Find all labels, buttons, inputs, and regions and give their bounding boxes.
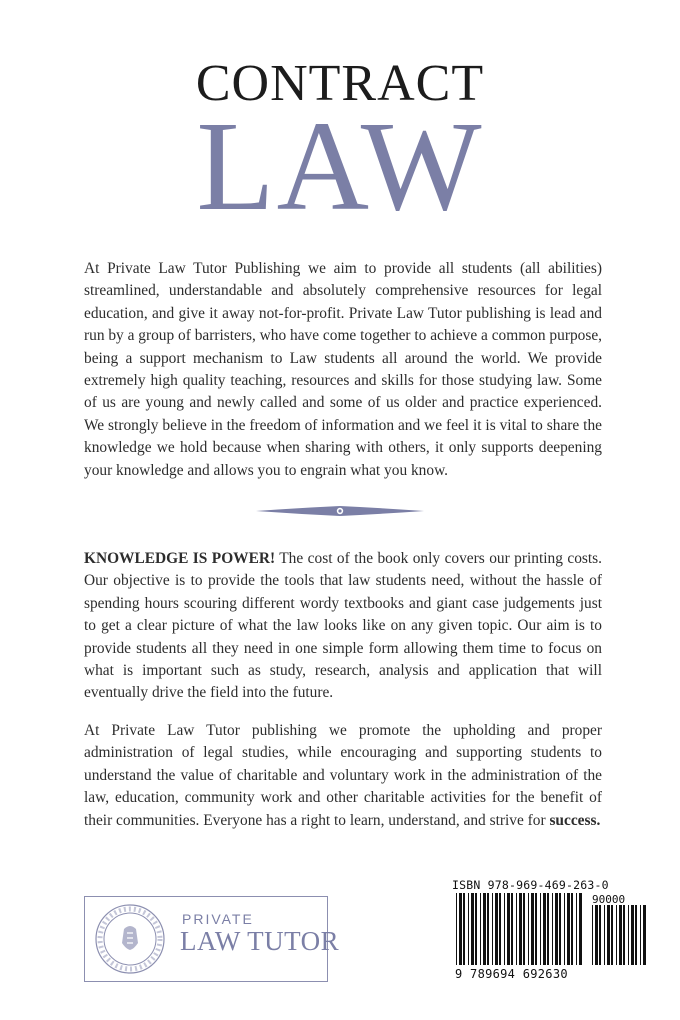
success-emphasis: success. (549, 811, 601, 829)
knowledge-paragraph (84, 548, 602, 705)
isbn-barcode (452, 893, 586, 967)
ornamental-divider (256, 505, 424, 517)
isbn-digits: 9 789694 692630 (455, 967, 568, 981)
logo-private-label: PRIVATE (182, 911, 254, 927)
title-contract: CONTRACT (195, 55, 485, 112)
intro-paragraph: At Private Law Tutor Publishing we aim to provide all students (all abilities) streamlined, understandable and absolutely comprehensive resources for legal education, and give it away not-for-profit. Private Law Tutor publishing is lead and run by a group of barristers, who have come together to achieve a common purpose, being a support mechanism to Law students all around the world. We provide extremely high quality teaching, resources and skills for those studying law. Some of us are young and newly called and some of us older and practice experienced. We strongly believe in the freedom of information and we feel it is vital to share the knowledge we hold because when sharing with others, it only supports deepening your knowledge and allows you to engrain what you know. (84, 260, 602, 479)
knowledge-text: The cost of the book only covers our printing costs. Our objective is to provide the tools that law students need, without the hassle of spending hours scouring different wordy textbooks and giant case judgements just to get a clear picture of what the law looks like on any given topic. Our aim is to provide students all they need in one simple form allowing them time to focus on what is important such as study, research, analysis and application that will eventually drive the field into the future. (84, 550, 603, 702)
title-law: LAW (196, 95, 484, 237)
isbn-label: ISBN 978-969-469-263-0 (452, 878, 609, 892)
knowledge-heading: KNOWLEDGE IS POWER! (84, 550, 276, 567)
closing-paragraph (84, 720, 602, 832)
logo-law-tutor-label: LAW TUTOR (180, 926, 340, 956)
closing-text: At Private Law Tutor publishing we promote the upholding and proper administration of legal studies, while encouraging and supporting students to understand the value of charitable and voluntary work in the administration of the law, education, community work and other charitable activities for the benefit of their communities. Everyone has a right to learn, understand, and strive for (84, 722, 602, 829)
publisher-seal-icon (94, 903, 166, 975)
price-code: 90000 (592, 893, 626, 906)
price-barcode (588, 905, 650, 967)
